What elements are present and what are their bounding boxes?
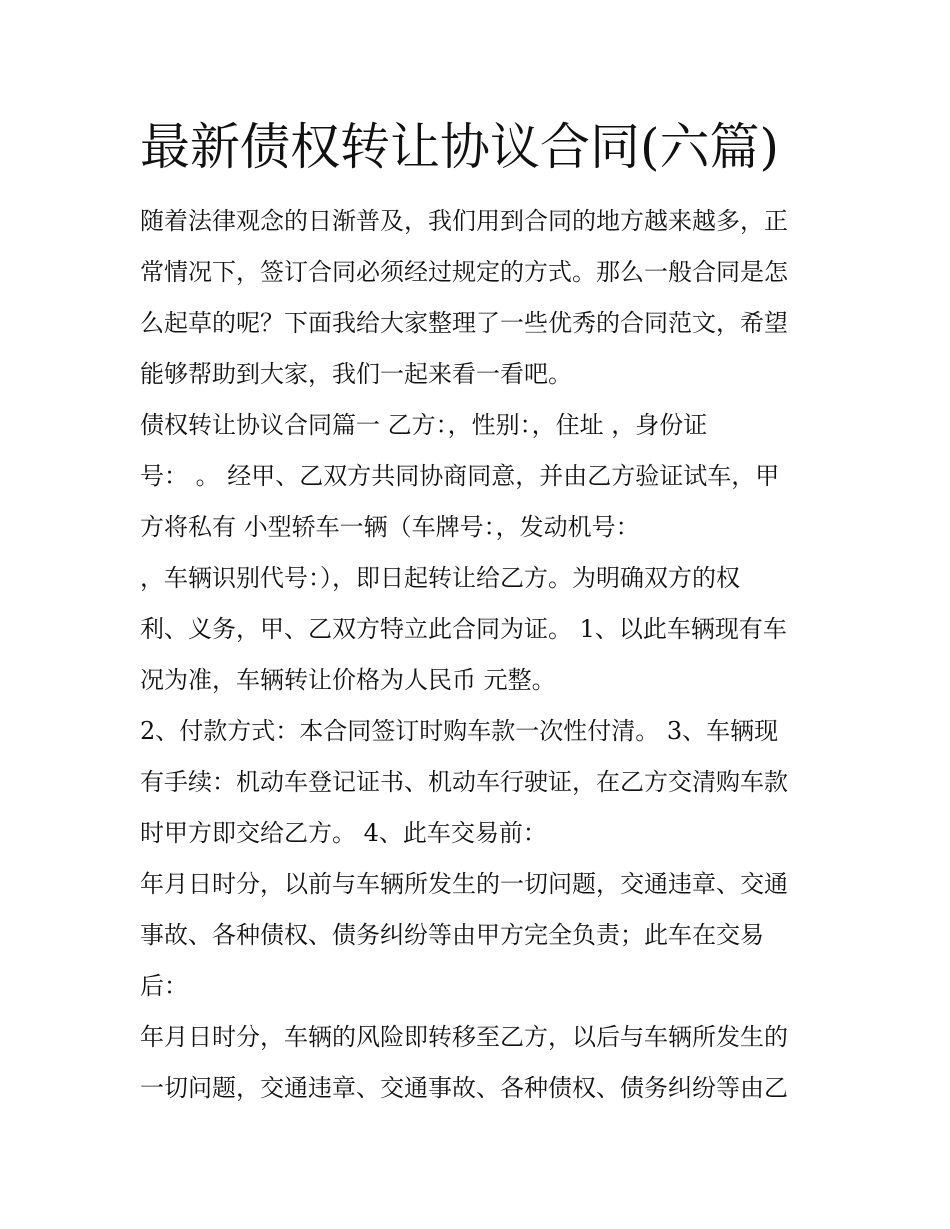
body-line: 后： bbox=[140, 972, 188, 1000]
body-line: 事故、各种债权、债务纠纷等由甲方完全负责；此车在交易 bbox=[140, 921, 764, 949]
body-line: 随着法律观念的日渐普及，我们用到合同的地方越来越多，正 bbox=[140, 207, 788, 235]
body-line: 么起草的呢？下面我给大家整理了一些优秀的合同范文，希望 bbox=[140, 309, 788, 337]
body-line: 2、付款方式：本合同签订时购车款一次性付清。 3、车辆现 bbox=[140, 717, 779, 745]
body-line: 债权转让协议合同篇一 乙方：，性别：，住址 ，身份证 bbox=[140, 411, 708, 439]
body-line: 一切问题，交通违章、交通事故、各种债权、债务纠纷等由乙 bbox=[140, 1074, 788, 1102]
body-line: 况为准，车辆转让价格为人民币 元整。 bbox=[140, 666, 556, 694]
body-line: 年月日时分，车辆的风险即转移至乙方，以后与车辆所发生的 bbox=[140, 1023, 788, 1051]
document-body bbox=[140, 196, 820, 1114]
body-line: 有手续：机动车登记证书、机动车行驶证，在乙方交清购车款 bbox=[140, 768, 788, 796]
body-line: 时甲方即交给乙方。 4、此车交易前： bbox=[140, 819, 547, 847]
body-line: 能够帮助到大家，我们一起来看一看吧。 bbox=[140, 360, 572, 388]
document-title: 最新债权转让协议合同(六篇) bbox=[140, 118, 780, 176]
body-line: 利、义务，甲、乙双方特立此合同为证。 1、以此车辆现有车 bbox=[140, 615, 787, 643]
body-line: 方将私有 小型轿车一辆（车牌号：，发动机号： bbox=[140, 513, 640, 541]
body-line: 号： 。 经甲、乙双方共同协商同意，并由乙方验证试车，甲 bbox=[140, 462, 780, 490]
body-line: 常情况下，签订合同必须经过规定的方式。那么一般合同是怎 bbox=[140, 258, 788, 286]
body-line: ，车辆识别代号：），即日起转让给乙方。为明确双方的权 bbox=[140, 564, 740, 592]
body-line: 年月日时分，以前与车辆所发生的一切问题，交通违章、交通 bbox=[140, 870, 788, 898]
